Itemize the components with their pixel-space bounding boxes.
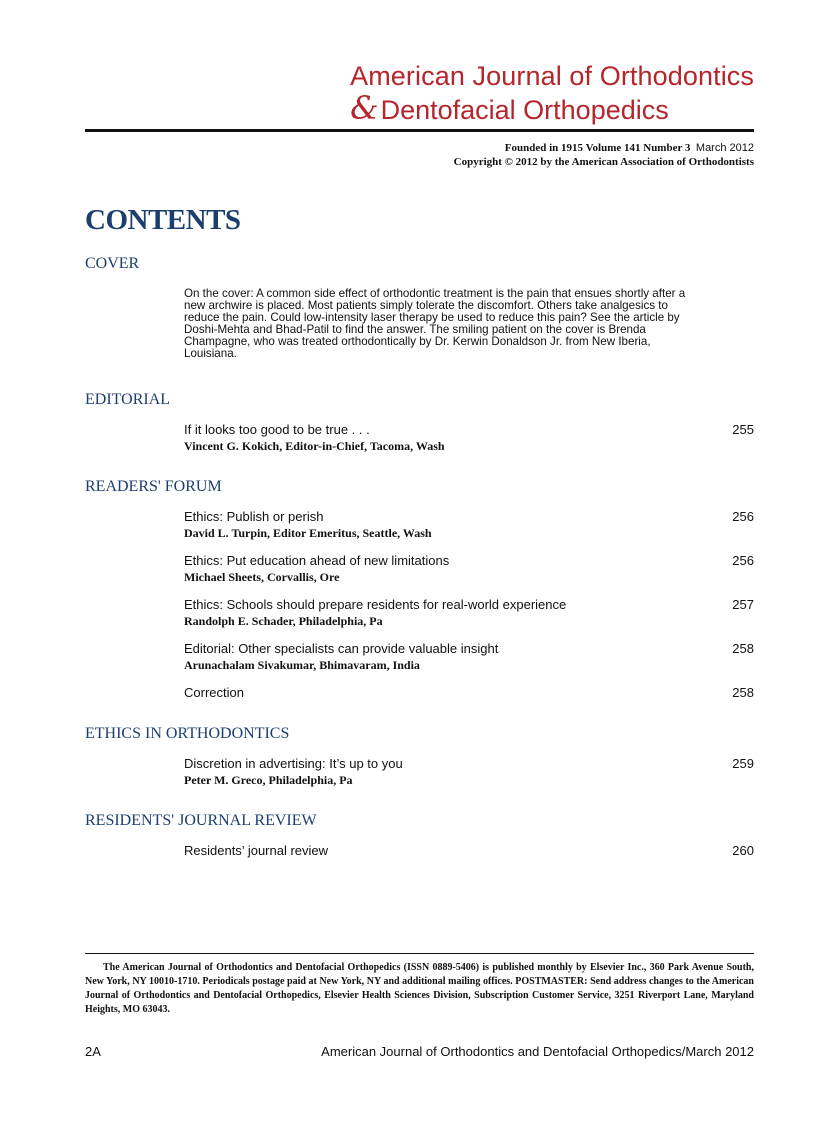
entry-title[interactable]: Ethics: Schools should prepare residents for real-world experience xyxy=(184,597,567,612)
toc-entry[interactable] xyxy=(184,843,754,859)
entry-author: Randolph E. Schader, Philadelphia, Pa xyxy=(184,614,383,628)
entry-page: 256 xyxy=(732,509,754,524)
section-heading-readers-forum: READERS' FORUM xyxy=(85,478,222,495)
toc-entry[interactable] xyxy=(184,685,754,701)
footer-rule xyxy=(85,953,754,954)
journal-title-line2-text: Dentofacial Orthopedics xyxy=(380,95,669,125)
toc-entry[interactable] xyxy=(184,553,754,585)
entry-author: Michael Sheets, Corvallis, Ore xyxy=(184,570,340,584)
section-heading-ethics: ETHICS IN ORTHODONTICS xyxy=(85,725,290,742)
journal-title-line2 xyxy=(350,89,754,127)
entry-page: 258 xyxy=(732,641,754,656)
entry-page: 256 xyxy=(732,553,754,568)
entry-author: Arunachalam Sivakumar, Bhimavaram, India xyxy=(184,658,420,672)
publication-footnote: The American Journal of Orthodontics and Dentofacial Orthopedics (ISSN 0889-5406) is published monthly by Elsevier Inc., 360 Park Avenue South, New York, NY 10010-1710. Periodicals postage paid at New York, NY and additional mailing offices. POSTMASTER: Send address changes to the American Journal of Orthodontics and Dentofacial Orthopedics, Elsevier Health Sciences Division, Subscription Customer Service, 3251 Riverport Lane, Maryland Heights, MO 63043. xyxy=(85,962,754,1015)
toc-entry[interactable] xyxy=(184,597,754,629)
copyright: Copyright © 2012 by the American Association of Orthodontists xyxy=(453,156,754,168)
journal-title xyxy=(350,60,754,126)
section-heading-editorial: EDITORIAL xyxy=(85,391,171,408)
section-heading-cover: COVER xyxy=(85,255,140,272)
entry-title[interactable]: Residents’ journal review xyxy=(184,843,329,858)
entry-page: 257 xyxy=(732,597,754,612)
entry-page: 259 xyxy=(732,756,754,771)
running-title: American Journal of Orthodontics and Dentofacial Orthopedics/March 2012 xyxy=(321,1044,754,1059)
cover-description: On the cover: A common side effect of orthodontic treatment is the pain that ensues shortly after a new archwire is placed. Most patients simply tolerate the discomfort. Others take analgesics to reduce the pain. Could low-intensity laser therapy be used to reduce this pain? See the article by Doshi-Mehta and Bhad-Patil to find the answer. The smiling patient on the cover is Brenda Champagne, who was treated orthodontically by Dr. Kerwin Donaldson Jr. from New Iberia, Louisiana. xyxy=(184,287,686,360)
contents-title: CONTENTS xyxy=(85,204,241,236)
founded-info xyxy=(454,141,754,169)
header-rule xyxy=(85,129,754,132)
toc-entry[interactable] xyxy=(184,509,754,541)
entry-title[interactable]: Ethics: Publish or perish xyxy=(184,509,324,524)
section-heading-residents: RESIDENTS' JOURNAL REVIEW xyxy=(85,812,317,829)
entry-page: 260 xyxy=(732,843,754,858)
toc-entry[interactable] xyxy=(184,756,754,788)
entry-author: Peter M. Greco, Philadelphia, Pa xyxy=(184,773,353,787)
ampersand-glyph: & xyxy=(350,89,379,127)
entry-author: Vincent G. Kokich, Editor-in-Chief, Tacoma, Wash xyxy=(184,439,445,453)
toc-entry[interactable] xyxy=(184,641,754,673)
entry-title[interactable]: Ethics: Put education ahead of new limitations xyxy=(184,553,450,568)
entry-author: David L. Turpin, Editor Emeritus, Seattle, Wash xyxy=(184,526,432,540)
entry-title[interactable]: Correction xyxy=(184,685,244,700)
page-number: 2A xyxy=(85,1044,101,1059)
entry-page: 255 xyxy=(732,422,754,437)
founded-volume: Founded in 1915 Volume 141 Number 3 xyxy=(504,142,691,154)
entry-title[interactable]: If it looks too good to be true . . . xyxy=(184,422,370,437)
entry-title[interactable]: Discretion in advertising: It’s up to you xyxy=(184,756,403,771)
entry-page: 258 xyxy=(732,685,754,700)
issue-date: March 2012 xyxy=(695,142,754,154)
entry-title[interactable]: Editorial: Other specialists can provide valuable insight xyxy=(184,641,499,656)
journal-title-line1: American Journal of Orthodontics xyxy=(350,61,754,91)
toc-entry[interactable] xyxy=(184,422,754,454)
